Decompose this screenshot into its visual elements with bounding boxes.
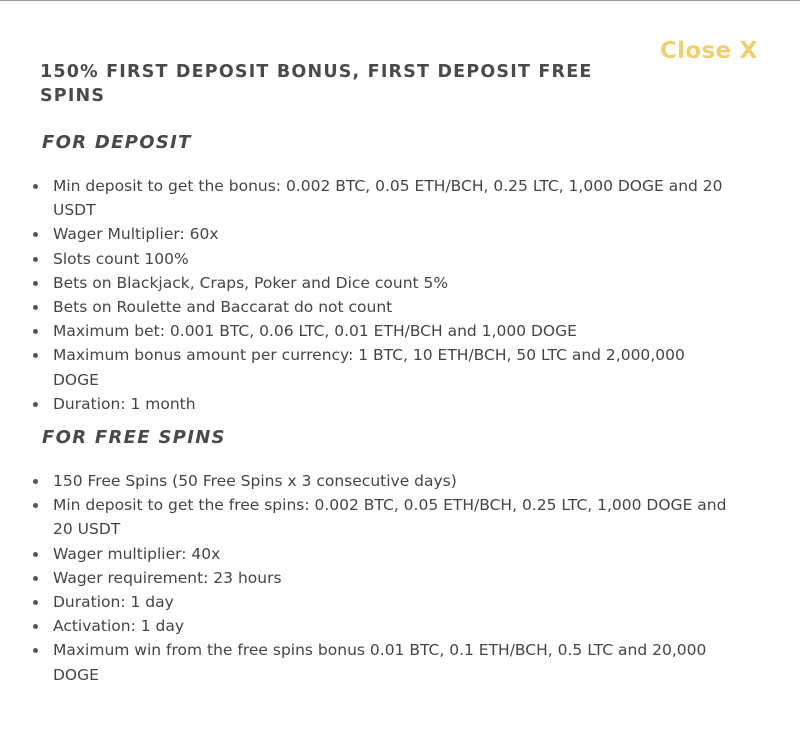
list-item-text: Duration: 1 month — [53, 394, 196, 413]
list-item-text: Maximum win from the free spins bonus 0.01 BTC, 0.1 ETH/BCH, 0.5 LTC and 20,000 DOGE — [53, 641, 707, 684]
list-item — [30, 638, 730, 686]
list-item — [30, 343, 730, 391]
bullet-icon — [33, 329, 38, 334]
list-item-text: Min deposit to get the bonus: 0.002 BTC, 0.05 ETH/BCH, 0.25 LTC, 1,000 DOGE and 20 USDT — [53, 177, 723, 220]
list-item-text: Wager multiplier: 40x — [53, 544, 221, 563]
list-item-text: Maximum bet: 0.001 BTC, 0.06 LTC, 0.01 ETH/BCH and 1,000 DOGE — [53, 322, 577, 341]
bullet-icon — [33, 184, 38, 189]
list-item — [30, 174, 730, 222]
bullet-icon — [33, 503, 38, 508]
list-item — [30, 493, 730, 541]
list-item-text: Wager Multiplier: 60x — [53, 225, 219, 244]
list-item — [30, 614, 730, 638]
list-item — [30, 542, 730, 566]
free-spins-terms-list — [30, 469, 730, 687]
list-item — [30, 319, 730, 343]
list-item-text: 150 Free Spins (50 Free Spins x 3 consecutive days) — [53, 472, 457, 490]
list-item-text: Wager requirement: 23 hours — [53, 568, 282, 587]
list-item — [30, 392, 730, 416]
bullet-icon — [33, 479, 38, 484]
list-item — [30, 590, 730, 614]
bullet-icon — [33, 353, 38, 358]
bullet-icon — [33, 232, 38, 237]
list-item-text: Min deposit to get the free spins: 0.002 BTC, 0.05 ETH/BCH, 0.25 LTC, 1,000 DOGE and 20 USDT — [53, 496, 727, 539]
list-item-text: Bets on Blackjack, Craps, Poker and Dice count 5% — [53, 273, 449, 292]
bullet-icon — [33, 624, 38, 629]
list-item — [30, 247, 730, 271]
list-item — [30, 271, 730, 295]
bullet-icon — [33, 257, 38, 262]
list-item — [30, 222, 730, 246]
list-item — [30, 295, 730, 319]
list-item-text: Activation: 1 day — [53, 617, 185, 636]
list-item-text: Maximum bonus amount per currency: 1 BTC, 10 ETH/BCH, 50 LTC and 2,000,000 DOGE — [53, 346, 685, 389]
bullet-icon — [33, 281, 38, 286]
section-heading-deposit: FOR DEPOSIT — [42, 132, 192, 153]
bullet-icon — [33, 576, 38, 581]
list-item-text: Bets on Roulette and Baccarat do not count — [53, 298, 393, 317]
bullet-icon — [33, 402, 38, 407]
bonus-title: 150% FIRST DEPOSIT BONUS, FIRST DEPOSIT FREE SPINS — [40, 62, 593, 106]
list-item — [30, 469, 730, 493]
list-item-text: Slots count 100% — [53, 249, 189, 268]
close-button[interactable]: Close X — [660, 38, 758, 64]
list-item-text: Duration: 1 day — [53, 593, 174, 612]
bullet-icon — [33, 305, 38, 310]
bullet-icon — [33, 552, 38, 557]
section-heading-free-spins: FOR FREE SPINS — [42, 427, 226, 448]
bullet-icon — [33, 600, 38, 605]
list-item — [30, 566, 730, 590]
deposit-terms-list — [30, 174, 730, 416]
bullet-icon — [33, 648, 38, 653]
modal-top-border — [0, 0, 800, 1]
